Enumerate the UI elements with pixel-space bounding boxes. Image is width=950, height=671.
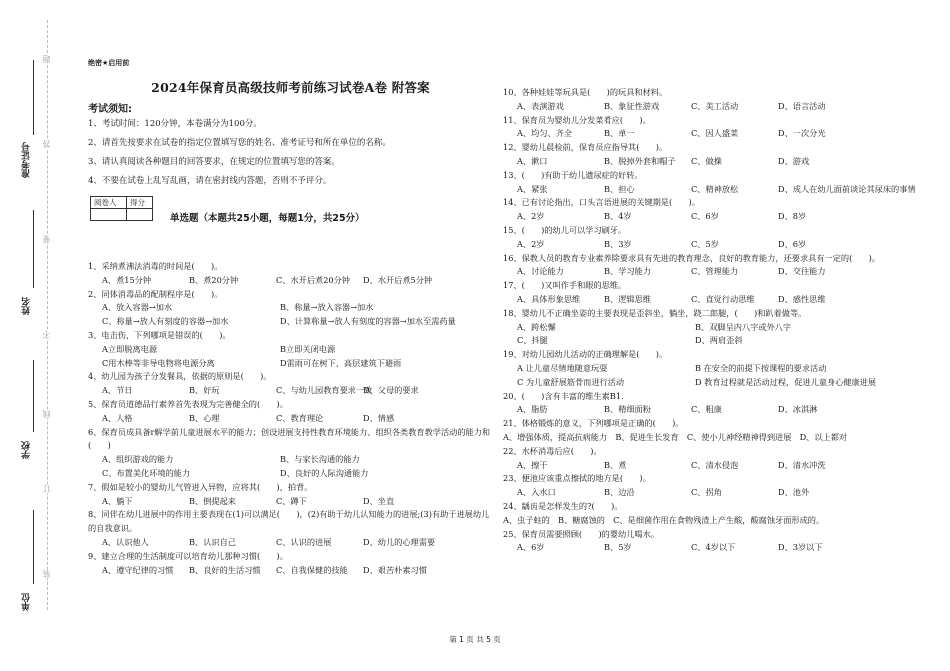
- page-title: 2024年保育员高级技师考前练习试卷A卷 附答案: [151, 80, 430, 95]
- exam-number-field[interactable]: [33, 60, 34, 135]
- question-text: 1、采纳煮沸法消毒的时间是( )。: [88, 261, 223, 271]
- seal-line: [47, 20, 48, 610]
- option-choice[interactable]: C、4岁以下: [691, 542, 736, 553]
- question-text: 17、( )又叫作手和眼的思维。: [503, 280, 627, 291]
- option-choice[interactable]: C、5岁: [691, 238, 719, 249]
- question-text: 8、同伴在幼儿进展中的作用主要表现在(1)可以满足( )，(2)有助于幼儿认知能力的进展;(3)有助于进展幼儿的自我意识。: [88, 509, 490, 534]
- question-options: [503, 265, 913, 279]
- option-choice[interactable]: C、直觉行动思维: [691, 293, 755, 304]
- option-choice[interactable]: D 教育过程就是活动过程，促进儿童身心健康进展: [695, 376, 877, 387]
- question-options: [503, 127, 913, 141]
- option-choice[interactable]: D、计算称量→放人有刻度的容器→加水至需药量: [280, 316, 456, 327]
- option-choice[interactable]: A、遵守纪律的习惯: [102, 564, 174, 575]
- option-choice[interactable]: C、教育理论: [276, 412, 324, 423]
- option-choice[interactable]: B、5岁: [604, 542, 632, 553]
- option-choice[interactable]: B、精细面粉: [604, 404, 651, 415]
- question-options: [88, 412, 498, 426]
- option-choice[interactable]: B、倒提起来: [189, 495, 236, 506]
- reviewer-cell[interactable]: [91, 209, 127, 221]
- questions-left-column: [88, 260, 498, 577]
- option-choice[interactable]: C、管理能力: [691, 266, 739, 277]
- seal-char: 订: [42, 485, 51, 493]
- option-choice[interactable]: D、父母的要求: [363, 385, 419, 396]
- option-choice[interactable]: B、脱掉外套和帽子: [604, 155, 676, 166]
- option-choice[interactable]: A、入水口: [517, 487, 556, 498]
- option-choice[interactable]: D、坐直: [363, 495, 395, 506]
- seal-char: 装: [42, 570, 51, 578]
- option-choice[interactable]: A、具体形象思维: [517, 293, 581, 304]
- question-text: 21、体格锻炼的意义，下列哪项是正确的( )。: [503, 418, 684, 429]
- question-options: [503, 210, 913, 224]
- option-choice[interactable]: A 让儿童尽情地随意玩耍: [517, 362, 608, 373]
- question-text: 19、对幼儿园幼儿活动的正确理解是( )。: [503, 349, 668, 360]
- question-options: [88, 274, 498, 288]
- option-choice[interactable]: A、组织游戏的能力: [102, 454, 174, 465]
- option-choice[interactable]: D、感性思维: [778, 293, 826, 304]
- reviewer-header: 阅卷人: [91, 197, 127, 209]
- question-text: 4、幼儿园为孩子分发餐具，依据的原则是( )。: [88, 371, 272, 382]
- question-text: 22、水杯消毒后应( )。: [503, 445, 602, 456]
- option-choice[interactable]: D、幼儿的心理需要: [363, 536, 436, 547]
- option-choice[interactable]: A、2岁: [517, 211, 545, 222]
- option-choice[interactable]: C、因人盛菜: [691, 128, 739, 139]
- option-choice[interactable]: B、双脚呈内八字或外八字: [695, 321, 792, 332]
- option-choice[interactable]: C、做操: [691, 155, 722, 166]
- score-cell[interactable]: [127, 209, 153, 221]
- option-choice[interactable]: C、6岁: [691, 211, 719, 222]
- option-choice[interactable]: D、情感: [363, 412, 395, 423]
- option-choice[interactable]: B、逻辑思维: [604, 293, 651, 304]
- option-choice[interactable]: B、良好的生活习惯: [189, 564, 261, 575]
- question-options: [88, 536, 498, 550]
- notice-item: 3、请认真阅读各种题目的回答要求，在规定的位置填写您的答案。: [88, 157, 340, 167]
- question-text: 16、保教人员的教育专业素养除要求具有先进的教育理念，良好的教育能力，还要求具有一定的( )。: [503, 252, 881, 263]
- question-options: [503, 541, 913, 555]
- question-text: 25、保育员需要照顾( )的婴幼儿喝水。: [503, 528, 659, 539]
- score-header: 得分: [127, 197, 153, 209]
- notice-item: 4、不要在试卷上乱写乱画，请在密封线内答题，否则不予评分。: [88, 176, 332, 186]
- option-choice[interactable]: C、水开后煮20分钟: [276, 274, 350, 285]
- option-choice[interactable]: A、节日: [102, 385, 133, 396]
- option-choice[interactable]: B、担心: [604, 183, 635, 194]
- unit-label: 单位: [22, 593, 32, 611]
- option-choice[interactable]: D、池外: [778, 487, 810, 498]
- option-choice[interactable]: A、人格: [102, 412, 133, 423]
- option-choice[interactable]: D、语言活动: [778, 100, 826, 111]
- question-text: 13、( )有助于幼儿遗尿症的好转。: [503, 169, 643, 180]
- question-text: 7、假如是较小的婴幼儿气管进入异物，应将其( )，拍背。: [88, 481, 313, 492]
- question-text: A、增强体质，提高抗病能力 B、促进生长发育 C、使小儿神经精神得到进展 D、以上都对: [503, 431, 848, 442]
- option-choice[interactable]: C、称量→放人有刻度的容器→加水: [102, 316, 229, 327]
- option-choice[interactable]: B、煮20分钟: [189, 274, 239, 285]
- option-choice[interactable]: A、放入容器→加水: [102, 302, 173, 313]
- option-choice[interactable]: B、学习能力: [604, 266, 651, 277]
- page-footer: 第 1 页 共 5 页: [449, 635, 501, 644]
- option-choice[interactable]: D、清水冲洗: [778, 459, 826, 470]
- question-options: [503, 293, 913, 307]
- question-options: [503, 362, 913, 390]
- option-choice[interactable]: D、冰淇淋: [778, 404, 818, 415]
- option-choice[interactable]: B、边沿: [604, 487, 635, 498]
- name-label: 姓名: [22, 297, 32, 315]
- option-choice[interactable]: A、表演游戏: [517, 100, 564, 111]
- option-choice[interactable]: C用木棒等非导电物将电源分离: [102, 357, 215, 368]
- option-choice[interactable]: B、称量→放入容器→加水: [280, 302, 374, 313]
- question-text: 6、保育员成具备r解学前儿童进展水平的能力；创设进展支持性教育环境能力、组织各类教育教学活动的能力和( ): [88, 426, 491, 451]
- question-options: [88, 495, 498, 509]
- questions-right-column: [503, 86, 916, 555]
- notice-heading: 考试须知:: [88, 104, 132, 115]
- option-choice[interactable]: B、3岁: [604, 238, 632, 249]
- seal-char: 要: [42, 235, 51, 243]
- question-text: A、虫子蛀的 B、糖腐蚀的 C、是细菌作用在食物残渣上产生酸，酸腐蚀牙面形成的。: [503, 514, 825, 525]
- option-choice[interactable]: A立即脱离电源: [102, 343, 158, 354]
- question-options: [503, 486, 913, 500]
- question-text: 2、同体消毒品的配制程序是( )。: [88, 288, 223, 299]
- question-text: 3、电击伤，下列哪项是错误的( )。: [88, 329, 231, 340]
- section-title: 单选题（本题共25小题，每题1分，共25分）: [170, 213, 365, 224]
- option-choice[interactable]: D、3岁以下: [778, 542, 823, 553]
- notice-item: 1、考试时间：120分钟，本卷满分为100分。: [88, 119, 262, 129]
- option-choice[interactable]: A、均匀、齐全: [517, 128, 573, 139]
- option-choice[interactable]: D、6岁: [778, 238, 807, 249]
- score-table: [90, 196, 153, 221]
- question-options: [88, 343, 498, 371]
- option-choice[interactable]: D、一次分光: [778, 128, 826, 139]
- option-choice[interactable]: A、2岁: [517, 238, 545, 249]
- option-choice[interactable]: B、4岁: [604, 211, 632, 222]
- seal-char: 答: [42, 140, 51, 148]
- school-field[interactable]: [33, 360, 34, 432]
- option-choice[interactable]: B、单一: [604, 128, 635, 139]
- option-choice[interactable]: A、认识他人: [102, 536, 149, 547]
- option-choice[interactable]: C、自我保健的技能: [276, 564, 348, 575]
- option-choice[interactable]: A、擦干: [517, 459, 548, 470]
- option-choice[interactable]: B、与家长沟通的能力: [280, 454, 360, 465]
- question-text: 9、建立合理的生活制度可以培育幼儿那种习惯( )。: [88, 550, 288, 561]
- option-choice[interactable]: D、成人在幼儿面前谈论其尿床的事情: [778, 183, 916, 194]
- question-text: 15、( )的幼儿可以学习刷牙。: [503, 224, 627, 235]
- question-text: 20、( )含有丰富的维生素B1.: [503, 390, 624, 401]
- question-text: 24、龋齿是怎样发生的?( )。: [503, 500, 623, 511]
- question-text: 11、保育员为婴幼儿分发菜肴应( )。: [503, 114, 651, 125]
- option-choice[interactable]: D、两肩歪斜: [695, 335, 743, 346]
- option-choice[interactable]: C、清水侵泡: [691, 459, 739, 470]
- option-choice[interactable]: B、心理: [189, 412, 220, 423]
- question-options: [503, 238, 913, 252]
- question-options: [503, 459, 913, 473]
- option-choice[interactable]: B、认识自己: [189, 536, 236, 547]
- question-options: [503, 321, 913, 349]
- option-choice[interactable]: D、8岁: [778, 211, 807, 222]
- question-text: 5、保育员道德品行素养首先表现为完善健全的( )。: [88, 398, 288, 409]
- seal-char: 不: [42, 330, 51, 338]
- option-choice[interactable]: A、脂肪: [517, 404, 548, 415]
- question-options: [88, 384, 498, 398]
- option-choice[interactable]: D、游戏: [778, 155, 810, 166]
- question-options: [88, 301, 498, 329]
- binding-margin: [0, 0, 62, 671]
- option-choice[interactable]: D、水开后煮5分钟: [363, 274, 433, 285]
- option-choice[interactable]: A、6岁: [517, 542, 545, 553]
- option-choice[interactable]: B、象征性游戏: [604, 100, 660, 111]
- option-choice[interactable]: D、艰苦朴素习惯: [363, 564, 427, 575]
- option-choice[interactable]: A、漱口: [517, 155, 548, 166]
- option-choice[interactable]: C、认识的进展: [276, 536, 332, 547]
- option-choice[interactable]: B、好玩: [189, 385, 220, 396]
- question-text: 23、便池应该重点擦拭的地方是( )。: [503, 473, 651, 484]
- question-options: [503, 155, 913, 169]
- seal-char: 线: [42, 410, 51, 418]
- option-choice[interactable]: D、良好的人际沟通能力: [280, 467, 369, 478]
- option-choice[interactable]: A、煮15分钟: [102, 274, 152, 285]
- option-choice[interactable]: C 为儿童舒展筋骨而进行活动: [517, 376, 625, 387]
- option-choice[interactable]: C、拐角: [691, 487, 722, 498]
- question-options: [503, 100, 913, 114]
- option-choice[interactable]: A、跨松懈: [517, 321, 556, 332]
- option-choice[interactable]: B 在安全的前提下按课程的要求活动: [695, 362, 827, 373]
- unit-field[interactable]: [33, 510, 34, 584]
- name-field[interactable]: [33, 210, 34, 288]
- option-choice[interactable]: D、交往能力: [778, 266, 826, 277]
- option-choice[interactable]: B立即关闭电源: [280, 343, 336, 354]
- notice-item: 2、请首先按要求在试卷的指定位置填写您的姓名、准考证号和所在单位的名称。: [88, 138, 391, 148]
- option-choice[interactable]: A、紧张: [517, 183, 548, 194]
- option-choice[interactable]: A、讨论能力: [517, 266, 564, 277]
- option-choice[interactable]: C、美工活动: [691, 100, 739, 111]
- question-text: 12、婴幼儿晨检前，保育员应指导其( )。: [503, 142, 668, 153]
- secret-mark: 绝密★启用前: [88, 59, 130, 67]
- option-choice[interactable]: C、布置美化环境的能力: [102, 467, 191, 478]
- option-choice[interactable]: C、抖腿: [517, 335, 548, 346]
- seal-char: 题: [42, 55, 51, 63]
- option-choice[interactable]: C、粗康: [691, 404, 722, 415]
- exam-number-label: 准考证号: [22, 142, 32, 178]
- option-choice[interactable]: A、躺下: [102, 495, 133, 506]
- question-options: [503, 403, 913, 417]
- question-options: [88, 453, 498, 481]
- question-text: 18、婴幼儿不正确坐姿的主要表现是歪斜坐，躺坐，跷二郎腿，( )和趴着做等。: [503, 307, 807, 318]
- question-options: [503, 183, 916, 197]
- option-choice[interactable]: D雷雨可在树下、高层建筑下避雨: [280, 357, 402, 368]
- school-label: 学校: [22, 441, 32, 459]
- option-choice[interactable]: B、煮: [604, 459, 627, 470]
- question-text: 10、各种娃娃等玩具是( )的玩具和材料。: [503, 87, 668, 97]
- question-text: 14、已有讨论指出，口头言语进展的关键期是( )。: [503, 197, 700, 208]
- option-choice[interactable]: C、蹲下: [276, 495, 307, 506]
- option-choice[interactable]: C、与幼儿园教育要求一致: [276, 385, 373, 396]
- question-options: [88, 564, 498, 578]
- option-choice[interactable]: C、精神放松: [691, 183, 739, 194]
